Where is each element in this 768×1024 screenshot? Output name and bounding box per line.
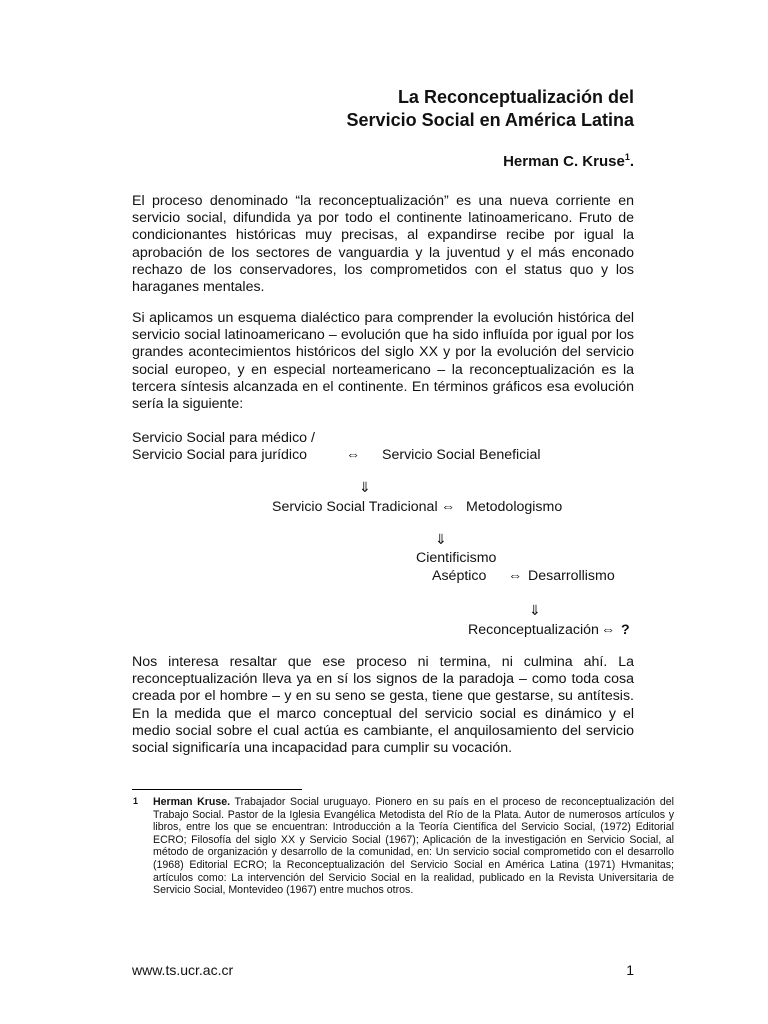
diagram-down-arrow-2: ⇓ [435,532,447,548]
diagram-node-cientificismo: Cientificismo [416,550,497,566]
author-footnote-ref[interactable]: 1 [624,152,630,162]
footnote-body: Trabajador Social uruguayo. Pionero en su país en el proceso de reconceptualización del Trabajo Social. Pastor de la Iglesia Evangélica Metodista del Río de la Plata. Autor de numerosos artículos y libros, entre los que se encuentran: Introducción a la Teoría Científica del Servicio Social, (1972) Editorial ECRO; Filosofía del siglo XX y Servicio Social (1967); Aplicación de la investigación en Servicio Social, al método de organización y desarrollo de la comunidad, en: Un servicio social comprometido con el desarrollo (1968) Editorial ECRO; la Reconceptualización del Servicio Social en América Latina (1971) Hvmanitas; artículos como: La intervención del Servicio Social en la realidad, publicado en la Revista Universitaria de Servicio Social, Montevideo (1967) entre muchos otros. [153,796,674,897]
title-line-2: Servicio Social en América Latina [346,110,634,130]
diagram-node-question: ? [621,622,630,638]
diagram-down-arrow-1: ⇓ [359,480,371,496]
title-line-1: La Reconceptualización del [397,87,634,107]
footnote-text [153,796,674,897]
author-line [503,152,634,170]
author-name: Herman C. Kruse [503,153,625,170]
document-title [347,86,634,132]
footnote-author-name: Herman Kruse. [153,796,231,808]
diagram-node-para-juridico: Servicio Social para jurídico [132,447,308,463]
diagram-lr-arrow-1: ⇔ [346,447,361,463]
diagram-node-metodologismo: Metodologismo [466,499,563,515]
footnote-divider [132,789,302,790]
diagram-down-arrow-3: ⇓ [529,603,541,619]
diagram-node-desarrollismo: Desarrollismo [528,568,615,584]
paragraph-1: El proceso denominado “la reconceptualización” es una nueva corriente en servicio social, difundida ya por todo el continente latinoamericano. Fruto de condicionantes históricas muy precisas, al expandirse recibe por igual la aprobación de los sectores de vanguardia y la juventud y el más enconado rechazo de los conservadores, los comprometidos con el status quo y los haraganes mentales. [132,193,634,296]
diagram-node-aseptico: Aséptico [432,568,487,584]
diagram-node-beneficial: Servicio Social Beneficial [382,447,541,463]
footer-url[interactable]: www.ts.ucr.ac.cr [132,962,234,978]
paragraph-2: Si aplicamos un esquema dialéctico para comprender la evolución histórica del servicio social latinoamericano – evolución que ha sido influída por igual por los grandes acontecimientos históricos del siglo XX y por la evolución del servicio social europeo, y en especial norteamericano – la reconceptualización es la tercera síntesis alcanzada en el continente. En términos gráficos esa evolución sería la siguiente: [132,310,634,413]
diagram-node-reconceptualizacion: Reconceptualización [468,622,599,638]
author-trailing: . [629,153,634,170]
diagram-lr-arrow-2: ⇔ [441,499,456,515]
footnote-number: 1 [133,796,139,806]
diagram-node-tradicional: Servicio Social Tradicional [272,499,438,515]
diagram-node-para-medico: Servicio Social para médico / [132,430,315,446]
paragraph-3: Nos interesa resaltar que ese proceso ni termina, ni culmina ahí. La reconceptualización lleva ya en sí los signos de la paradoja – como toda cosa creada por el hombre – y en su seno se gesta, tiene que gestarse, su antítesis. En la medida que el marco conceptual del servicio social es dinámico y el medio social sobre el cual actúa es cambiante, el anquilosamiento del servicio social significaría una incapacidad para cumplir su vocación. [132,654,634,757]
page-number: 1 [626,962,634,978]
diagram-lr-arrow-4: ⇔ [601,622,616,638]
diagram-lr-arrow-3: ⇔ [508,568,523,584]
